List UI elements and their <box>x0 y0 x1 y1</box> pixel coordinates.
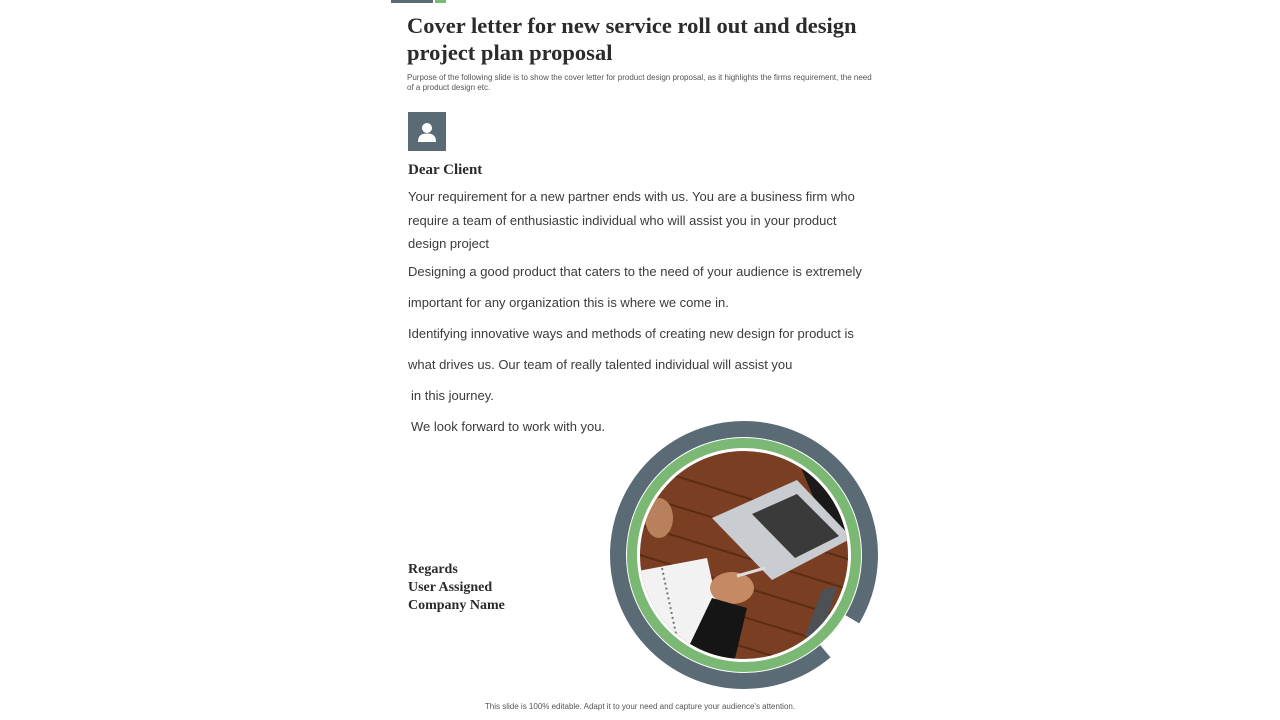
letter-line-2: important for any organization this is where we come in. <box>408 295 729 310</box>
avatar <box>408 112 446 151</box>
letter-line-1: Designing a good product that caters to the need of your audience is extremely <box>408 264 862 279</box>
footer-note: This slide is 100% editable. Adapt it to your need and capture your audience's attention. <box>484 702 796 711</box>
letter-line-4: what drives us. Our team of really talented individual will assist you <box>408 357 793 372</box>
letter-greeting: Dear Client <box>408 162 483 178</box>
signoff-company: Company Name <box>408 598 505 613</box>
user-icon <box>416 121 438 143</box>
letter-paragraph-1: Your requirement for a new partner ends with us. You are a business firm who require a team of enthusiastic individual who will assist you in your product design project <box>408 189 855 251</box>
letter-line-6: We look forward to work with you. <box>411 419 606 434</box>
letter-signoff <box>408 561 505 615</box>
page-subtitle: Purpose of the following slide is to show the cover letter for product design proposal, as it highlights the firms requirement, the need of a product design etc. <box>407 73 872 92</box>
signoff-regards: Regards <box>408 562 458 577</box>
top-accent-bar-green <box>435 0 446 3</box>
top-accent-bar-gray <box>391 0 433 3</box>
letter-line-3: Identifying innovative ways and methods of creating new design for product is <box>408 326 854 341</box>
signoff-user: User Assigned <box>408 580 493 595</box>
letter-line-5: in this journey. <box>411 388 494 403</box>
laptop-desk-photo <box>607 418 881 692</box>
page-title: Cover letter for new service roll out and design project plan proposal <box>407 13 857 65</box>
